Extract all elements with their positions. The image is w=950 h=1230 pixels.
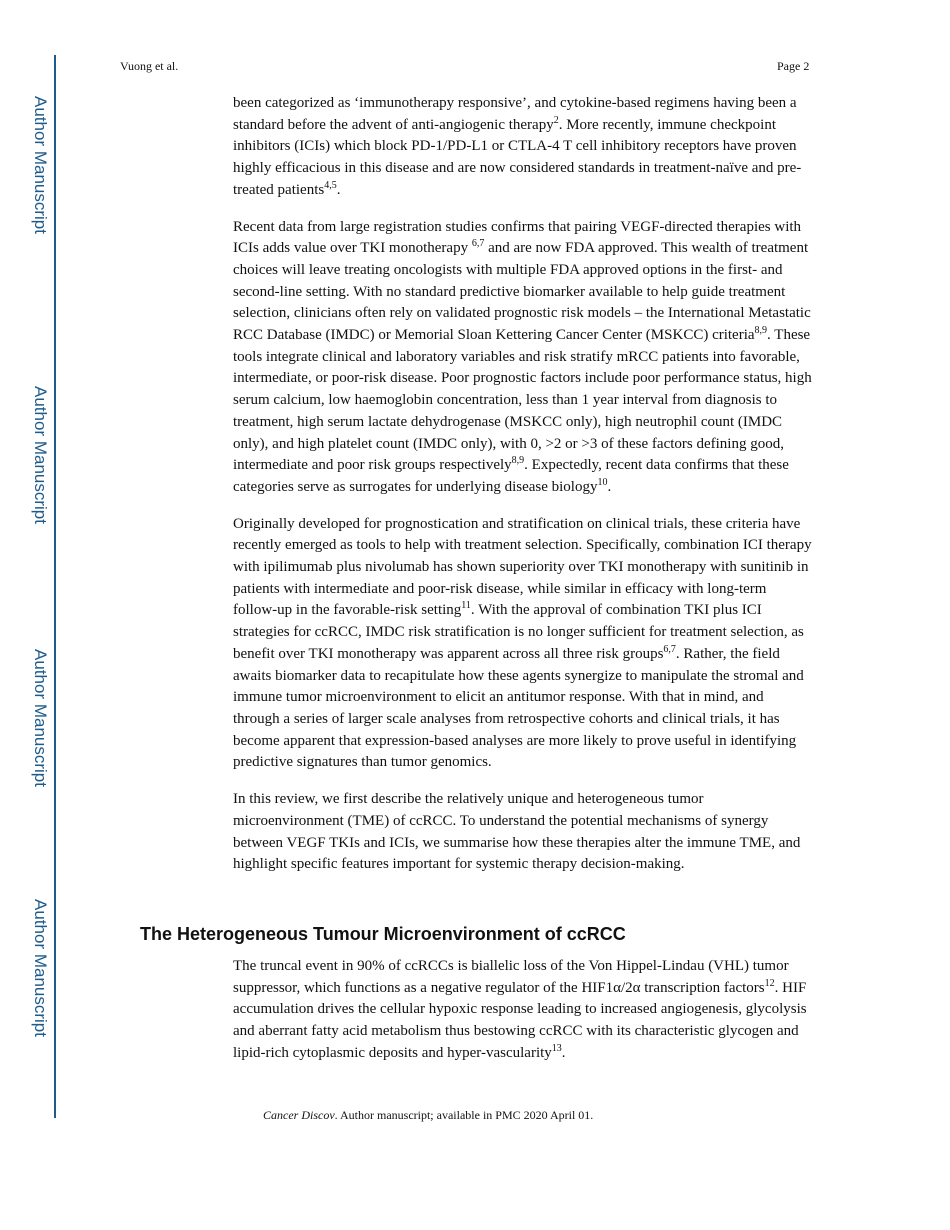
- citation-ref: 12: [764, 977, 775, 989]
- author-manuscript-label: Author Manuscript: [31, 899, 50, 1037]
- citation-ref: 2: [553, 114, 559, 126]
- section-body: [233, 956, 813, 1080]
- author-manuscript-label: Author Manuscript: [31, 386, 50, 524]
- citation-ref: 6,7: [663, 643, 676, 655]
- citation-ref: 6,7: [471, 238, 485, 250]
- citation-ref: 11: [461, 600, 471, 612]
- running-author: Vuong et al.: [120, 59, 179, 73]
- paragraph: Recent data from large registration studies confirms that pairing VEGF-directed therapies with ICIs adds value over TKI monotherapy $^{6,7}$ and are now FDA approved. This wealth of treatment choices will leave treating oncologists with multiple FDA approved options in the first- and second-line setting. With no standard predictive biomarker available to help guide treatment selection, clinicians often rely on validated prognostic risk models – the International Metastatic RCC Database (IMDC) or Memorial Sloan Kettering Cancer Center (MSKCC) criteria$^{8,9}$. These tools integrate clinical and laboratory variables and risk stratify mRCC patients into favorable, intermediate, or poor-risk disease. Poor prognostic factors include poor performance status, high serum calcium, low haemoglobin concentration, less than 1 year interval from diagnosis to treatment, high serum lactate dehydrogenase (MSKCC only), high neutrophil count (IMDC only), and high platelet count (IMDC only), with 0, >2 or >3 of these factors defining good, intermediate and poor risk groups respectively$^{8,9}$. Expectedly, recent data confirms that these categories serve as surrogates for underlying disease biology$^{10}$.: [233, 218, 812, 495]
- citation-ref: 4,5: [324, 179, 337, 191]
- citation-ref: 8,9: [754, 325, 768, 337]
- page-footer: [263, 1108, 593, 1123]
- footer-text: . Author manuscript; available in PMC 2020 April 01.: [334, 1108, 594, 1122]
- author-manuscript-label: Author Manuscript: [31, 649, 50, 787]
- paragraph: The truncal event in 90% of ccRCCs is biallelic loss of the Von Hippel-Lindau (VHL) tumor suppressor, which functions as a negative regulator of the HIF1α/2α transcription factors$^{12}$. HIF accumulation drives the cellular hypoxic response leading to increased angiogenesis, glycolysis and aberrant fatty acid metabolism thus bestowing ccRCC with its characteristic glycogen and lipid-rich cytoplasmic deposits and hyper-vascularity$^{13}$.: [233, 958, 807, 1061]
- intro-body: [233, 93, 813, 891]
- citation-ref: 13: [551, 1042, 562, 1054]
- section-heading: The Heterogeneous Tumour Microenvironment of ccRCC: [140, 924, 626, 944]
- author-manuscript-label: Author Manuscript: [31, 96, 50, 234]
- paragraph: In this review, we first describe the relatively unique and heterogeneous tumor microenvironment (TME) of ccRCC. To understand the potential mechanisms of synergy between VEGF TKIs and ICIs, we summarise how these therapies alter the immune TME, and highlight specific features important for systemic therapy decision-making.: [233, 791, 801, 873]
- citation-ref: 8,9: [511, 455, 525, 467]
- journal-name: Cancer Discov: [263, 1108, 335, 1122]
- citation-ref: 10: [597, 476, 608, 488]
- paragraph: Originally developed for prognostication and stratification on clinical trials, these criteria have recently emerged as tools to help with treatment selection. Specifically, combination ICI therapy with ipilimumab plus nivolumab has shown superiority over TKI monotherapy with sunitinib in patients with intermediate and poor-risk disease, while similar in efficacy with long-term follow-up in the favorable-risk setting$^{11}$. With the approval of combination TKI plus ICI strategies for ccRCC, IMDC risk stratification is no longer sufficient for treatment selection, as benefit over TKI monotherapy was apparent across all three risk groups$^{6,7}$. Rather, the field awaits biomarker data to recapitulate how these agents synergize to manipulate the stromal and immune tumor microenvironment to elicit an antitumor response. With that in mind, and through a series of larger scale analyses from retrospective cohorts and clinical trials, it has become apparent that expression-based analyses are more likely to prove useful in identifying predictive signatures than tumor genomics.: [233, 515, 812, 771]
- paragraph: been categorized as ‘immunotherapy responsive’, and cytokine-based regimens having been a standard before the advent of anti-angiogenic therapy$^2$. More recently, immune checkpoint inhibitors (ICIs) which block PD-1/PD-L1 or CTLA-4 T cell inhibitory receptors have proven highly efficacious in this disease and are now considered standards in treatment-naïve and pre-treated patients$^{4,5}$.: [233, 95, 802, 198]
- page-number: Page 2: [777, 59, 810, 73]
